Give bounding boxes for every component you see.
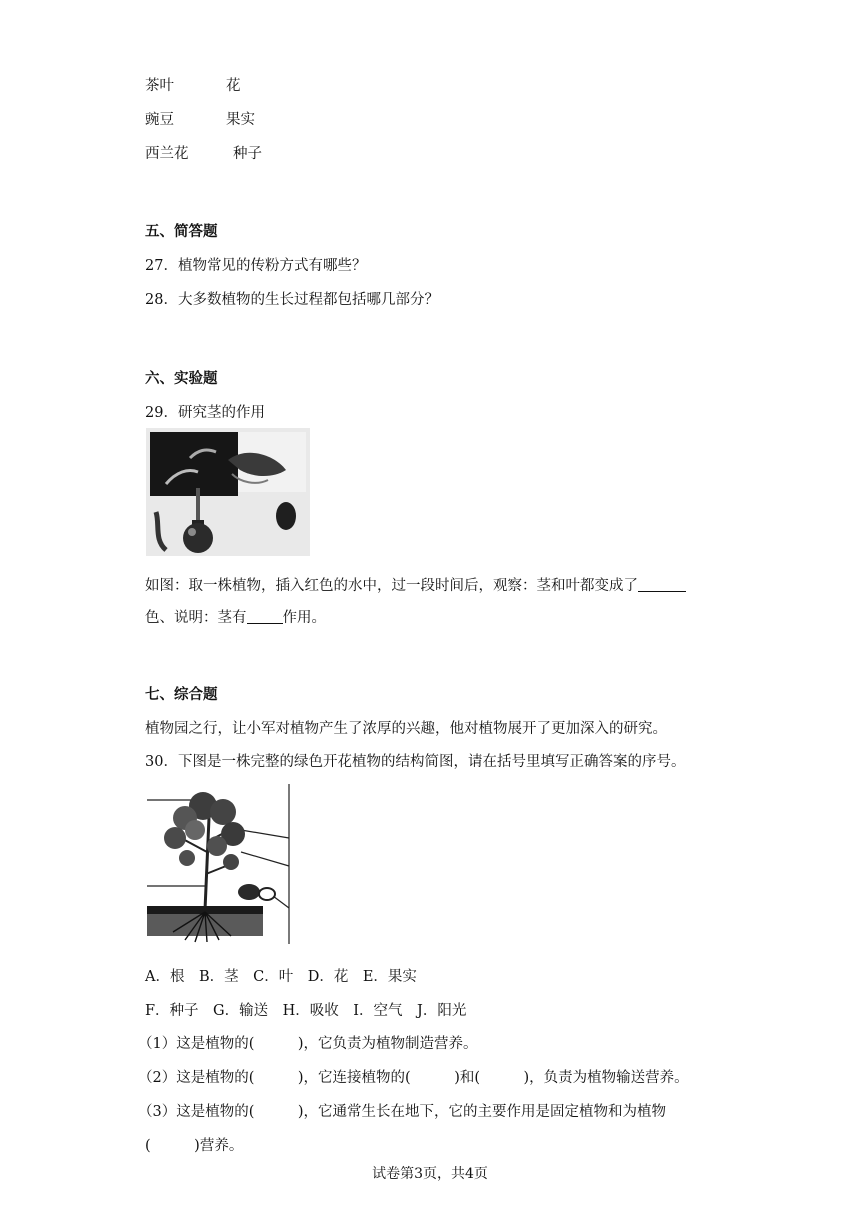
section6-title: 六、实验题 [145,370,218,387]
q29-text-line1 [145,574,686,595]
match-left-3: 西兰花 [145,146,189,162]
question-27: 27．植物常见的传粉方式有哪些？ [145,258,367,274]
match-left-1: 茶叶 [145,78,174,94]
plant-structure-diagram [145,782,295,946]
question-28: 28．大多数植物的生长过程都包括哪几部分？ [145,292,439,308]
question-30: 30．下图是一株完整的绿色开花植物的结构简图，请在括号里填写正确答案的序号。 [145,754,686,770]
section7-intro: 植物园之行，让小军对植物产生了浓厚的兴趣，他对植物展开了更加深入的研究。 [145,721,667,737]
q29-text2a: 色、说明：茎有 [145,610,247,626]
match-right-3: 种子 [233,146,262,162]
match-right-2: 果实 [226,112,255,128]
q29-text-line2 [145,606,326,627]
options-line1: A．根 B．茎 C．叶 D．花 E．果实 [145,969,417,985]
section7-title: 七、综合题 [145,686,218,703]
match-right-1: 花 [226,78,241,94]
subquestion-3a: （3）这是植物的( )，它通常生长在地下，它的主要作用是固定植物和为植物 [138,1104,667,1120]
options-line2: F．种子 G．输送 H．吸收 I．空气 J．阳光 [145,1003,467,1019]
section5-title: 五、简答题 [145,223,218,240]
answer-blank-color[interactable] [638,577,686,592]
stem-experiment-photo [146,428,310,556]
answer-blank-function[interactable] [247,609,283,624]
page-footer: 试卷第3页，共4页 [372,1166,488,1182]
q29-text1: 如图：取一株植物，插入红色的水中，过一段时间后，观察：茎和叶都变成了 [145,578,638,594]
subquestion-3b: ( )营养。 [145,1138,244,1154]
q29-text2b: 作用。 [282,610,326,626]
subquestion-1: （1）这是植物的( )，它负责为植物制造营养。 [138,1036,478,1052]
match-left-2: 豌豆 [145,112,174,128]
question-29: 29．研究茎的作用 [145,405,265,421]
subquestion-2: （2）这是植物的( )，它连接植物的( )和( )，负责为植物输送营养。 [138,1070,689,1086]
